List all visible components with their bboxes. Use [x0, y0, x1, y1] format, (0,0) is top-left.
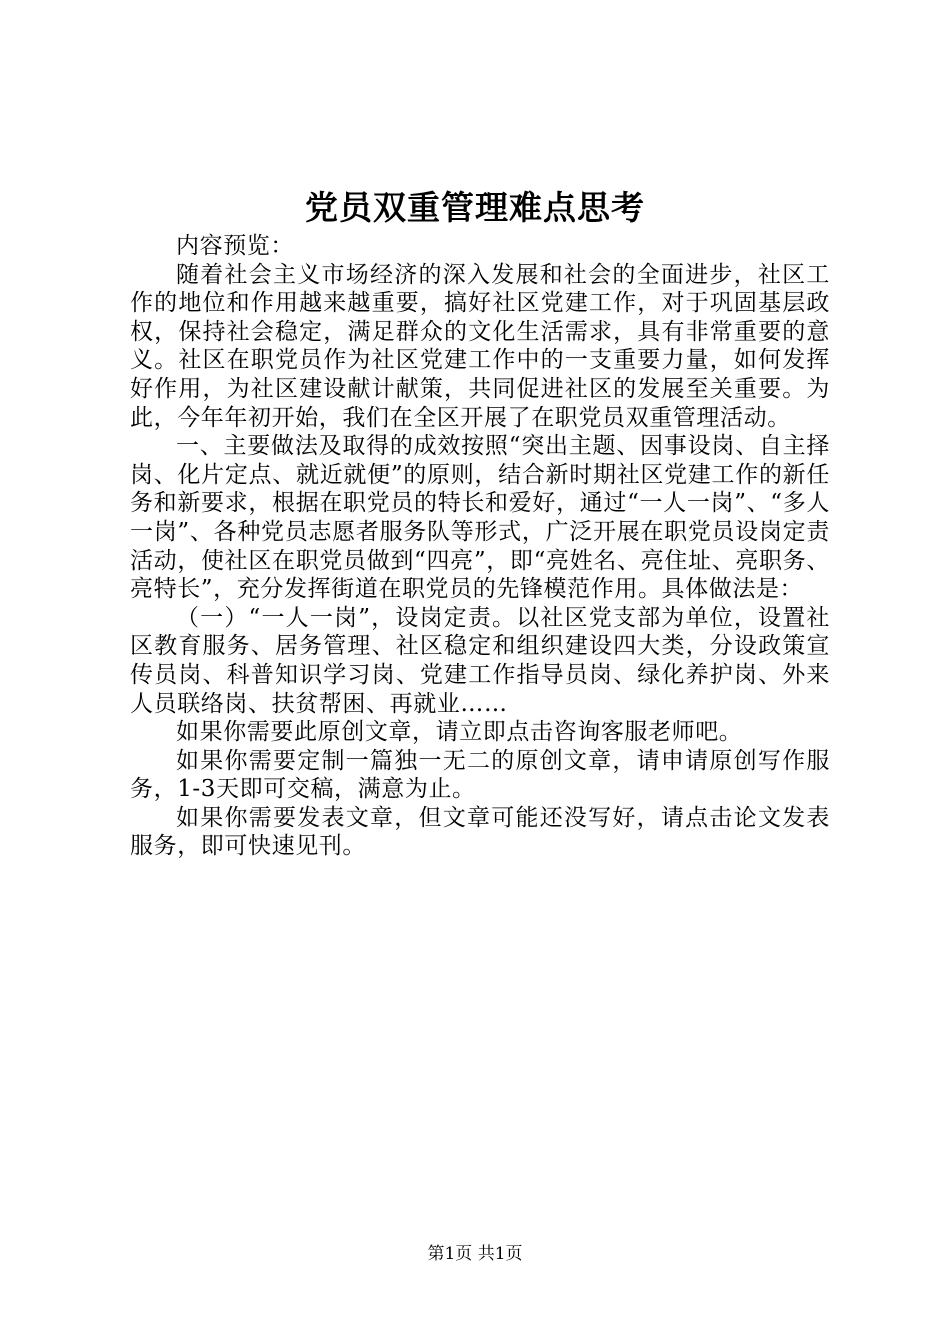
paragraph-service-original: 如果你需要此原创文章，请立即点击咨询客服老师吧。	[176, 719, 743, 746]
document-title: 党员双重管理难点思考	[305, 188, 645, 227]
paragraph-subsection-one: （一）“一人一岗”，设岗定责。以社区党支部为单位，设置社区教育服务、居务管理、社区稳定和组织建设四大类，分设政策宣传员岗、科普知识学习岗、党建工作指导员岗、绿化养护岗、外来人员联络岗、扶贫帮困、再就业……	[130, 604, 830, 717]
paragraph-service-custom: 如果你需要定制一篇独一无二的原创文章，请申请原创写作服务，1-3天即可交稿，满意为止。	[130, 747, 830, 803]
document-body	[130, 232, 830, 861]
paragraph-service-publish: 如果你需要发表文章，但文章可能还没写好，请点击论文发表服务，即可快速见刊。	[130, 804, 830, 860]
paragraph-intro: 随着社会主义市场经济的深入发展和社会的全面进步，社区工作的地位和作用越来越重要，搞好社区党建工作，对于巩固基层政权，保持社会稳定，满足群众的文化生活需求，具有非常重要的意义。社区在职党员作为社区党建工作中的一支重要力量，如何发挥好作用，为社区建设献计献策，共同促进社区的发展至关重要。为此，今年年初开始，我们在全区开展了在职党员双重管理活动。	[130, 261, 830, 431]
page-footer: 第1页 共1页	[427, 1244, 523, 1264]
preview-label: 内容预览：	[176, 233, 294, 259]
paragraph-section-one: 一、主要做法及取得的成效按照“突出主题、因事设岗、自主择岗、化片定点、就近就便”的原则，结合新时期社区党建工作的新任务和新要求，根据在职党员的特长和爱好，通过“一人一岗”、“多人一岗”、各种党员志愿者服务队等形式，广泛开展在职党员设岗定责活动，使社区在职党员做到“四亮”，即“亮姓名、亮住址、亮职务、亮特长”，充分发挥街道在职党员的先锋模范作用。具体做法是：	[130, 433, 830, 603]
